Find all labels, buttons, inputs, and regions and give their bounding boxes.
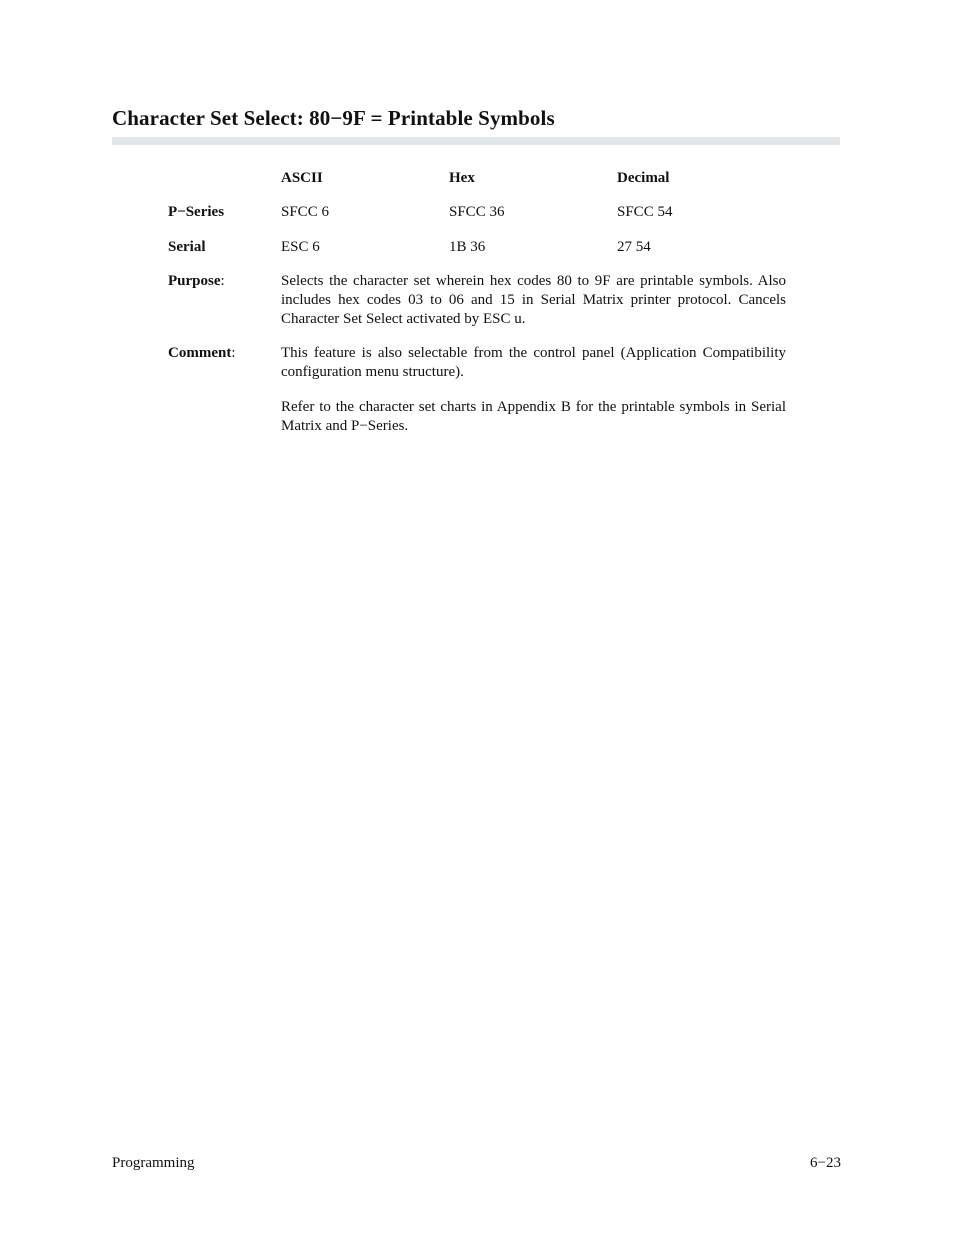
title-rule	[112, 137, 840, 145]
purpose-text: Selects the character set wherein hex codes 80 to 9F are printable symbols. Also includes hex codes 03 to 06 and 15 in Serial Matrix printer protocol. Cancels Character Set Select activated by ESC u.	[281, 273, 786, 327]
footer-section-name: Programming	[112, 1155, 195, 1171]
p-series-ascii: SFCC 6	[281, 204, 329, 220]
serial-decimal: 27 54	[617, 239, 651, 255]
comment-label-wrap: Comment:	[168, 345, 236, 361]
column-header-hex: Hex	[449, 170, 475, 186]
column-header-decimal: Decimal	[617, 170, 670, 186]
row-label-p-series: P−Series	[168, 204, 225, 220]
page-title: Character Set Select: 80−9F = Printable Symbols	[112, 106, 555, 130]
purpose-label: Purpose	[168, 273, 221, 289]
comment-label: Comment	[168, 345, 232, 361]
serial-ascii: ESC 6	[281, 239, 320, 255]
comment-paragraph-1: This feature is also selectable from the control panel (Application Compatibility configuration menu structure).	[281, 345, 786, 380]
comment-paragraph-2: Refer to the character set charts in Appendix B for the printable symbols in Serial Matrix and P−Series.	[281, 399, 786, 434]
p-series-hex: SFCC 36	[449, 204, 505, 220]
footer-page-number: 6−23	[810, 1155, 841, 1171]
row-label-serial: Serial	[168, 239, 206, 255]
column-header-ascii: ASCII	[281, 170, 323, 186]
p-series-decimal: SFCC 54	[617, 204, 673, 220]
serial-hex: 1B 36	[449, 239, 486, 255]
purpose-label-wrap: Purpose:	[168, 273, 225, 289]
